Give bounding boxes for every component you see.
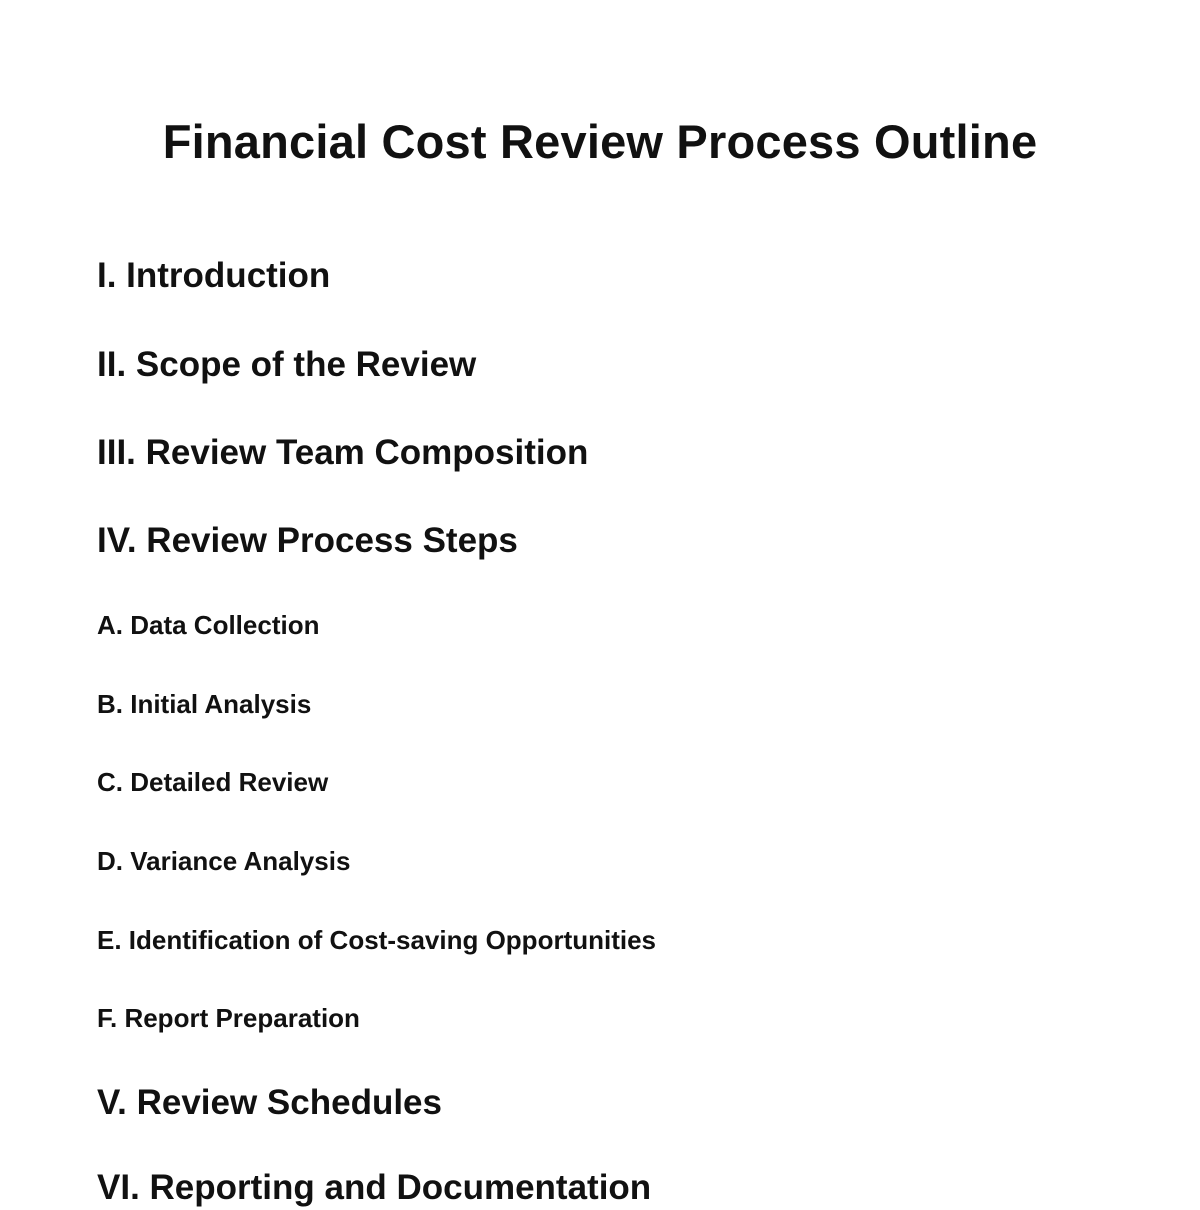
subsection-variance-analysis: D. Variance Analysis: [97, 846, 351, 876]
subsection-initial-analysis: B. Initial Analysis: [97, 689, 312, 719]
section-heading-reporting-documentation: VI. Reporting and Documentation: [97, 1168, 652, 1207]
section-heading-team-composition: III. Review Team Composition: [97, 433, 589, 472]
subsection-detailed-review: C. Detailed Review: [97, 767, 329, 797]
subsection-cost-saving-opportunities: E. Identification of Cost-saving Opportunities: [97, 925, 657, 955]
section-heading-process-steps: IV. Review Process Steps: [97, 521, 518, 560]
page-title: Financial Cost Review Process Outline: [162, 115, 1038, 168]
subsection-report-preparation: F. Report Preparation: [97, 1003, 360, 1033]
outline-list: [97, 0, 1097, 1207]
subsection-data-collection: A. Data Collection: [97, 610, 320, 640]
section-heading-introduction: I. Introduction: [97, 256, 331, 295]
section-heading-scope: II. Scope of the Review: [97, 345, 477, 384]
section-heading-review-schedules: V. Review Schedules: [97, 1083, 442, 1122]
